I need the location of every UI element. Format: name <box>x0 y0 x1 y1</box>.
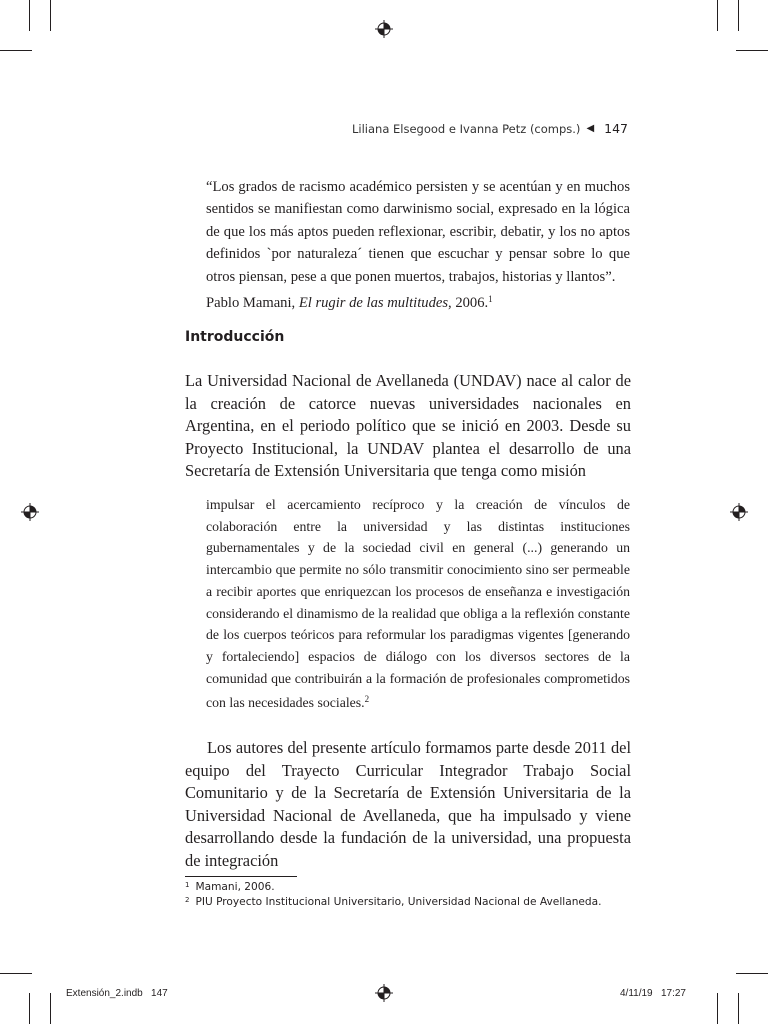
block-quote <box>206 494 630 714</box>
crop-mark-bottom-left-v2 <box>50 993 51 1024</box>
crop-mark-bottom-right-v2 <box>738 993 739 1024</box>
attribution-year: , 2006. <box>448 295 489 312</box>
attribution-author: Pablo Mamani, <box>206 295 296 312</box>
crop-mark-top-left-h <box>0 50 32 51</box>
registration-mark-icon <box>730 503 748 521</box>
crop-mark-bottom-left-v <box>29 993 30 1024</box>
epigraph-text: “Los grados de racismo académico persisten y se acentúan y en muchos sentidos se manifiestan como darwinismo social, expresado en la lógica de que los más aptos pueden reflexionar, escribir, debatir, y los no aptos definidos `por naturaleza´ tienen que escuchar y pensar sobre lo que otros piensan, pese a que ponen muertos, trabajos, historias y llantos”. <box>206 179 630 285</box>
registration-mark-icon <box>21 503 39 521</box>
epigraph <box>206 176 630 314</box>
footnote-text: PIU Proyecto Institucional Universitario, Universidad Nacional de Avellaneda. <box>195 896 602 908</box>
left-triangle-icon: ◀ <box>586 123 595 134</box>
section-heading: Introducción <box>185 329 285 345</box>
running-header <box>352 121 628 136</box>
attribution-title: El rugir de las multitudes <box>298 295 449 312</box>
crop-mark-bottom-right-v <box>717 993 718 1024</box>
registration-mark-icon <box>375 20 393 38</box>
slug-timestamp: 4/11/19 17:27 <box>620 988 686 999</box>
crop-mark-top-left-v <box>29 0 30 31</box>
block-quote-text: impulsar el acercamiento recíproco y la creación de vínculos de colaboración entre la universidad y las distintas instituciones gubernamentales y de la sociedad civil en general (...) generando un intercambio que permite no sólo transmitir conocimiento sino ser permeable a recibir aportes que enriquezcan los procesos de enseñanza e investigación considerando el dinamismo de la realidad que obliga a la reflexión constante de los cuerpos teóricos para reformular los paradigmas vigentes [generando y fortaleciendo] espacios de diálogo con los diversos sectores de la comunidad que contribuirán a la formación de profesionales comprometidos con las necesidades sociales. <box>206 497 630 711</box>
registration-mark-icon <box>375 984 393 1002</box>
page-number: 147 <box>604 121 628 136</box>
epigraph-attribution <box>206 288 630 314</box>
authors-paragraph: Los autores del presente artículo formamos parte desde 2011 del equipo del Trayecto Curricular Integrador Trabajo Social Comunitario y de la Secretaría de Extensión Universitaria de la Universidad Nacional de Avellaneda, que ha impulsado y viene desarrollando desde la fundación de la universidad, una propuesta de integración <box>185 738 631 870</box>
header-authors: Liliana Elsegood e Ivanna Petz (comps.) <box>352 121 581 136</box>
crop-mark-top-right-v2 <box>738 0 739 31</box>
footnote-number: 2 <box>185 896 190 904</box>
crop-mark-top-left-v2 <box>50 0 51 31</box>
intro-paragraph: La Universidad Nacional de Avellaneda (UNDAV) nace al calor de la creación de catorce nuevas universidades nacionales en Argentina, en el periodo político que se inició en 2003. Desde su Proyecto Institucional, la UNDAV plantea el desarrollo de una Secretaría de Extensión Universitaria que tenga como misión <box>185 371 631 481</box>
crop-mark-bottom-right-h <box>736 973 768 974</box>
slug-file: Extensión_2.indb 147 <box>66 988 168 999</box>
footnote-ref-1[interactable]: 1 <box>488 294 493 305</box>
crop-mark-top-right-v <box>717 0 718 31</box>
footnote-1 <box>185 881 275 893</box>
crop-mark-bottom-left-h <box>0 973 32 974</box>
footnote-2 <box>185 896 602 908</box>
footnote-ref-2[interactable]: 2 <box>364 694 370 705</box>
crop-mark-top-right-h <box>736 50 768 51</box>
footnote-rule <box>185 876 297 877</box>
footnote-number: 1 <box>185 881 190 889</box>
footnote-text: Mamani, 2006. <box>195 881 275 893</box>
